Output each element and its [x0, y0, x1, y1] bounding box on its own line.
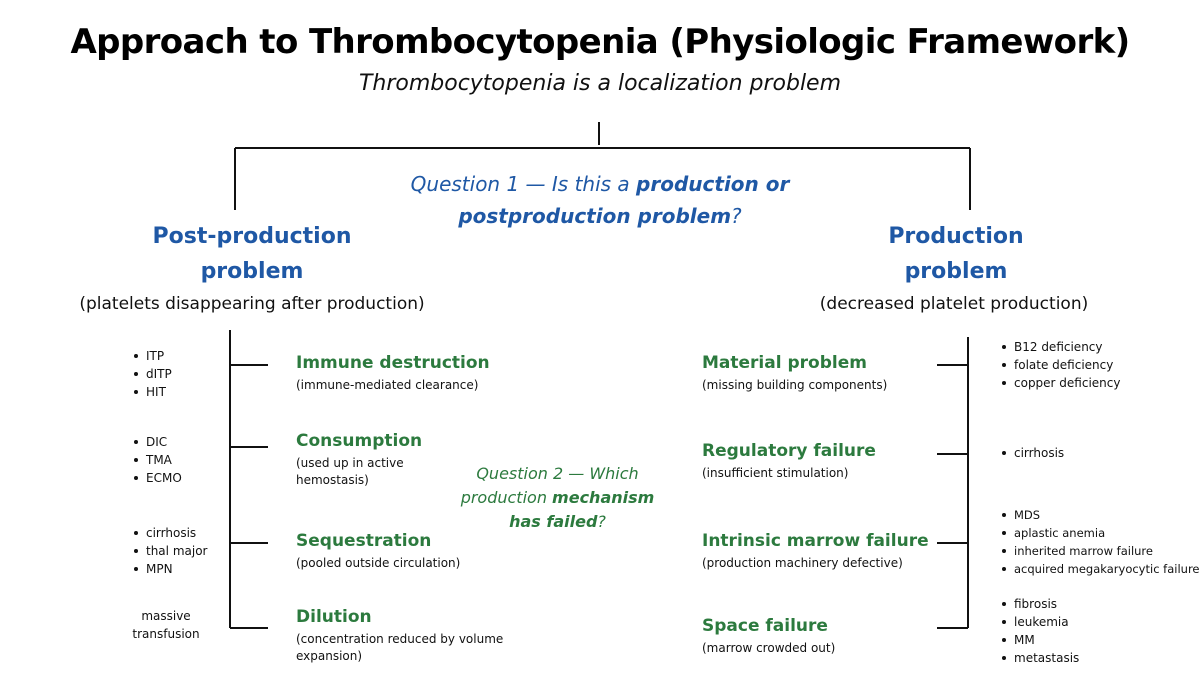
mechanism-description: (missing building components) [702, 378, 888, 392]
list-item: copper deficiency [1000, 374, 1120, 392]
question-1-prefix: Question 1 — Is this a [410, 172, 637, 196]
mechanism-intrinsic-marrow-failure [702, 531, 929, 572]
mechanism-title: Immune destruction [296, 353, 490, 373]
mechanism-description-line: (used up in active [296, 456, 404, 470]
left-branch-title-line1: Post-production [152, 224, 352, 249]
list-item: TMA [132, 451, 182, 469]
list-item: leukemia [1000, 613, 1079, 631]
left-branch-subtitle: (platelets disappearing after production) [79, 294, 425, 314]
mechanism-description: (insufficient stimulation) [702, 466, 849, 480]
mechanism-title: Space failure [702, 616, 828, 636]
mechanism-title: Sequestration [296, 531, 432, 551]
mechanism-title: Consumption [296, 431, 423, 451]
list-item: MDS [1000, 506, 1200, 524]
page-subtitle: Thrombocytopenia is a localization problem [358, 71, 842, 96]
list-item: inherited marrow failure [1000, 542, 1200, 560]
question-2-line1: Question 2 — Which [476, 464, 639, 483]
list-item: MPN [132, 560, 207, 578]
mechanism-space-failure [702, 616, 835, 657]
mechanism-sequestration [296, 531, 460, 572]
list-item: acquired megakaryocytic failure [1000, 560, 1200, 578]
list-item: B12 deficiency [1000, 338, 1120, 356]
mechanism-immune-destruction [296, 353, 490, 394]
mechanism-title: Dilution [296, 607, 372, 627]
list-item: fibrosis [1000, 595, 1079, 613]
list-item: massive [141, 609, 191, 623]
mechanism-consumption [296, 431, 422, 489]
list-item: DIC [132, 433, 182, 451]
mechanism-description: (immune-mediated clearance) [296, 378, 479, 392]
right-examples-space [1000, 595, 1079, 667]
list-item: aplastic anemia [1000, 524, 1200, 542]
right-examples-intrinsic [1000, 506, 1200, 578]
list-item: ITP [132, 347, 172, 365]
mechanism-description-line: (concentration reduced by volume [296, 632, 504, 646]
mechanism-regulatory-failure [702, 441, 876, 482]
right-examples-material [1000, 338, 1120, 392]
question-1-bold: production or postproduction problem [458, 172, 790, 228]
mechanism-title: Regulatory failure [702, 441, 876, 461]
left-examples-immune [132, 347, 172, 401]
mechanism-material-problem [702, 353, 887, 394]
left-examples-consumption [132, 433, 182, 487]
list-item: thal major [132, 542, 207, 560]
mechanism-description: (production machinery defective) [702, 556, 903, 570]
left-examples-sequestration [132, 524, 207, 578]
left-branch-title-line2: problem [200, 259, 304, 284]
question-2-line2 [455, 486, 660, 510]
right-examples-regulatory [1000, 444, 1064, 462]
mechanism-dilution [296, 607, 503, 665]
list-item: HIT [132, 383, 172, 401]
list-item: transfusion [132, 627, 200, 641]
mechanism-description: (pooled outside circulation) [296, 556, 461, 570]
list-item: ECMO [132, 469, 182, 487]
mechanism-description [296, 631, 503, 665]
list-item: cirrhosis [132, 524, 207, 542]
mechanism-description [296, 455, 422, 489]
right-branch-title-line2: problem [904, 259, 1008, 284]
left-branch-title [132, 219, 372, 289]
right-branch-subtitle: (decreased platelet production) [819, 294, 1089, 314]
question-2-line2-bold: mechanism [552, 488, 655, 507]
right-branch-title [836, 219, 1076, 289]
list-item: metastasis [1000, 649, 1079, 667]
question-2-line2-plain: production [460, 488, 553, 507]
page-title: Approach to Thrombocytopenia (Physiologic Framework) [70, 22, 1130, 62]
question-1-suffix: ? [731, 204, 742, 228]
mechanism-description-line: expansion) [296, 649, 363, 663]
question-2-line3-bold: has failed [509, 512, 598, 531]
question-2-line3-suffix: ? [597, 512, 606, 531]
right-branch-title-line1: Production [888, 224, 1024, 249]
list-item: cirrhosis [1000, 444, 1064, 462]
list-item: folate deficiency [1000, 356, 1120, 374]
list-item: dITP [132, 365, 172, 383]
list-item: MM [1000, 631, 1079, 649]
mechanism-title: Material problem [702, 353, 867, 373]
question-2 [455, 462, 660, 534]
left-examples-dilution [118, 607, 214, 643]
question-2-line3 [455, 510, 660, 534]
question-1 [380, 168, 820, 232]
mechanism-description: (marrow crowded out) [702, 641, 836, 655]
mechanism-title: Intrinsic marrow failure [702, 531, 929, 551]
mechanism-description-line: hemostasis) [296, 473, 369, 487]
